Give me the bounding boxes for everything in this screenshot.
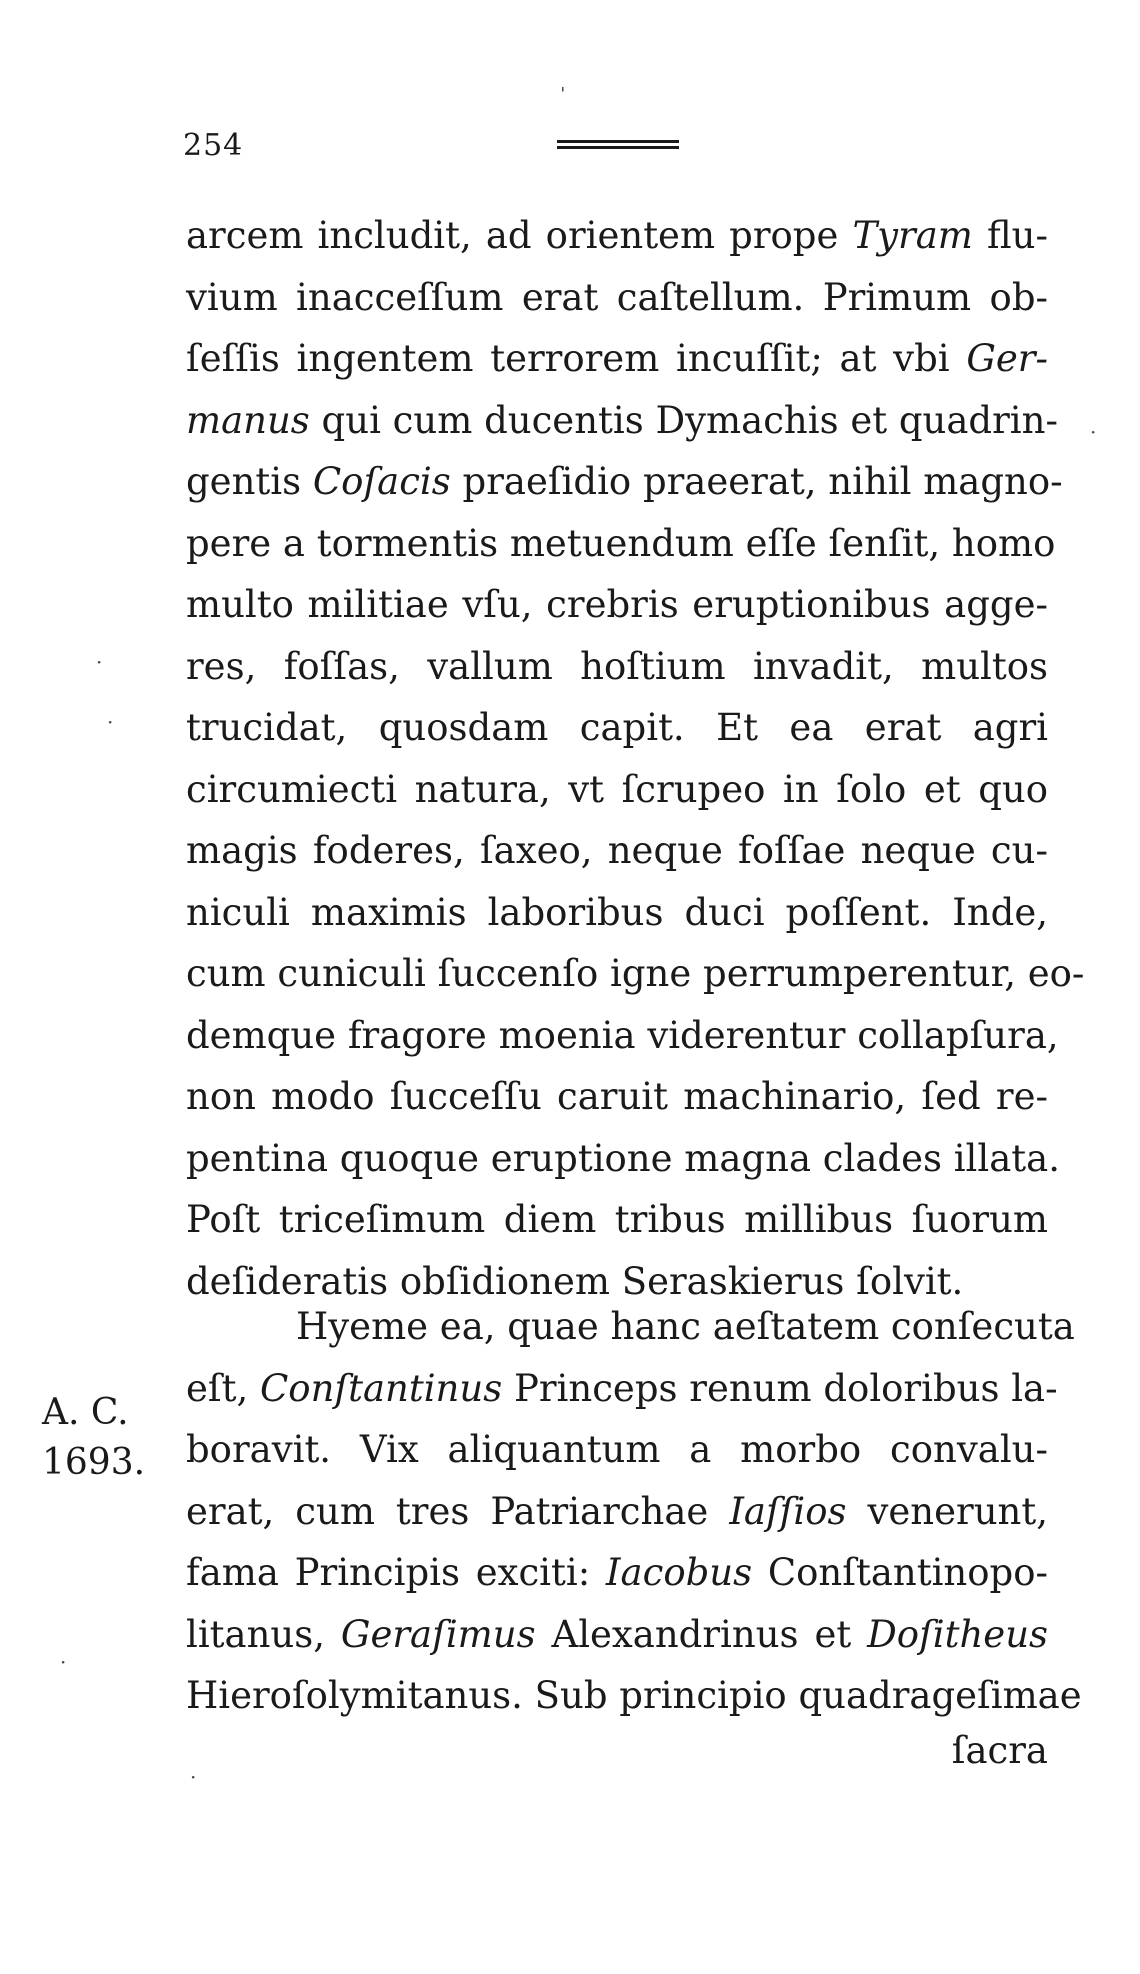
text-line [186, 1425, 1048, 1475]
scan-speck: · [107, 710, 114, 734]
text-line [186, 1364, 1058, 1414]
text-line [186, 457, 1063, 507]
text-segment: fama Principis exciti: [186, 1551, 606, 1594]
text-segment: pere a tormentis metuendum eſſe ſenſit, homo [186, 521, 1056, 565]
text-segment: niculi maximis laboribus duci poſſent. Inde, [186, 890, 1048, 934]
text-segment: erat, cum tres Patriarchae [186, 1489, 730, 1533]
text-segment: vium inacceſſum erat caſtellum. Primum ob- [186, 275, 1048, 319]
text-line [186, 273, 1048, 323]
scan-speck: · [60, 1650, 67, 1674]
italic-name: Iacobus [605, 1551, 753, 1594]
text-line [186, 1302, 1075, 1352]
text-segment: qui cum ducentis Dymachis et quadrin- [309, 398, 1058, 442]
text-line [186, 1011, 1059, 1061]
margin-note-year [42, 1388, 182, 1488]
text-segment: cum cuniculi ſuccenſo igne perrumperentur, eo- [186, 952, 1085, 995]
text-segment: ſeſſis ingentem terrorem incuſſit; at vbi [186, 337, 967, 380]
text-segment: circumiecti natura, vt ſcrupeo in ſolo et quo [186, 767, 1048, 811]
text-segment: trucidat, quosdam capit. Et ea erat agri [186, 706, 1048, 749]
italic-name: Doſitheus [867, 1612, 1049, 1656]
text-line [186, 1134, 1060, 1184]
scan-speck: · [1090, 420, 1097, 444]
page-number: 254 [183, 128, 244, 163]
text-line [186, 211, 1048, 261]
text-line [186, 1610, 1048, 1660]
text-line [186, 1257, 1048, 1307]
text-line [186, 1671, 1082, 1721]
text-segment: Hyeme ea, quae hanc aeſtatem conſecuta [296, 1305, 1075, 1348]
text-segment: Princeps renum doloribus la- [502, 1366, 1058, 1410]
text-segment: flu- [972, 214, 1048, 257]
text-segment: magis foderes, ſaxeo, neque foſſae neque cu- [186, 829, 1048, 872]
text-line [186, 826, 1048, 876]
italic-name: Iaſſios [729, 1489, 847, 1533]
text-segment: non modo ſucceſſu caruit machinario, ſed re- [186, 1075, 1048, 1118]
text-line [186, 1487, 1048, 1537]
text-segment: litanus, [186, 1612, 341, 1656]
text-line [186, 1548, 1048, 1598]
text-segment: gentis [186, 460, 313, 503]
text-segment: multo militiae vſu, crebris eruptionibus agge- [186, 583, 1048, 626]
text-segment: pentina quoque eruptione magna clades illata. [186, 1136, 1060, 1180]
text-segment: Alexandrinus et [535, 1612, 868, 1656]
text-line [186, 703, 1048, 753]
scan-speck: · [96, 650, 103, 674]
text-line [186, 765, 1048, 815]
text-segment: deſideratis obſidionem Seraskierus ſolvit. [186, 1259, 964, 1303]
text-line [186, 334, 1048, 384]
header-rule [557, 140, 679, 154]
italic-name: Conſtantinus [259, 1366, 503, 1410]
text-line [186, 1072, 1048, 1122]
italic-name: Geraſimus [340, 1612, 536, 1656]
text-segment: Poſt triceſimum diem tribus millibus ſuorum [186, 1198, 1048, 1241]
text-line [186, 580, 1048, 630]
text-segment: arcem includit, ad orientem prope [186, 214, 853, 257]
text-segment: demque fragore moenia viderentur collapſura, [186, 1013, 1059, 1057]
text-segment: praeſidio praeerat, nihil magno- [450, 460, 1063, 503]
text-line [186, 396, 1058, 446]
italic-name: manus [186, 398, 310, 442]
margin-note-line-1: A. C. [42, 1392, 129, 1433]
text-line [186, 888, 1048, 938]
text-line [186, 949, 1085, 999]
text-line [186, 1195, 1048, 1245]
text-segment: Hieroſolymitanus. Sub principio quadrageſimae [186, 1674, 1082, 1717]
italic-name: Coſacis [312, 460, 451, 503]
text-segment: boravit. Vix aliquantum a morbo convalu- [186, 1428, 1048, 1471]
text-segment: Conſtantinopo- [752, 1551, 1048, 1594]
text-segment: eſt, [186, 1366, 260, 1410]
catchword: ſacra [951, 1729, 1048, 1772]
header-rule-line [557, 140, 679, 143]
margin-note-line-2: 1693. [42, 1442, 146, 1483]
header-rule-line [557, 146, 679, 149]
text-segment: venerunt, [846, 1489, 1048, 1533]
scan-speck: ˌ [560, 70, 566, 94]
text-line [186, 642, 1048, 692]
italic-name: Tyram [852, 214, 973, 257]
text-segment: res, foſſas, vallum hoſtium invadit, multos [186, 644, 1048, 688]
scan-speck: · [190, 1765, 197, 1789]
italic-name: Ger- [966, 337, 1048, 380]
text-line [186, 519, 1056, 569]
